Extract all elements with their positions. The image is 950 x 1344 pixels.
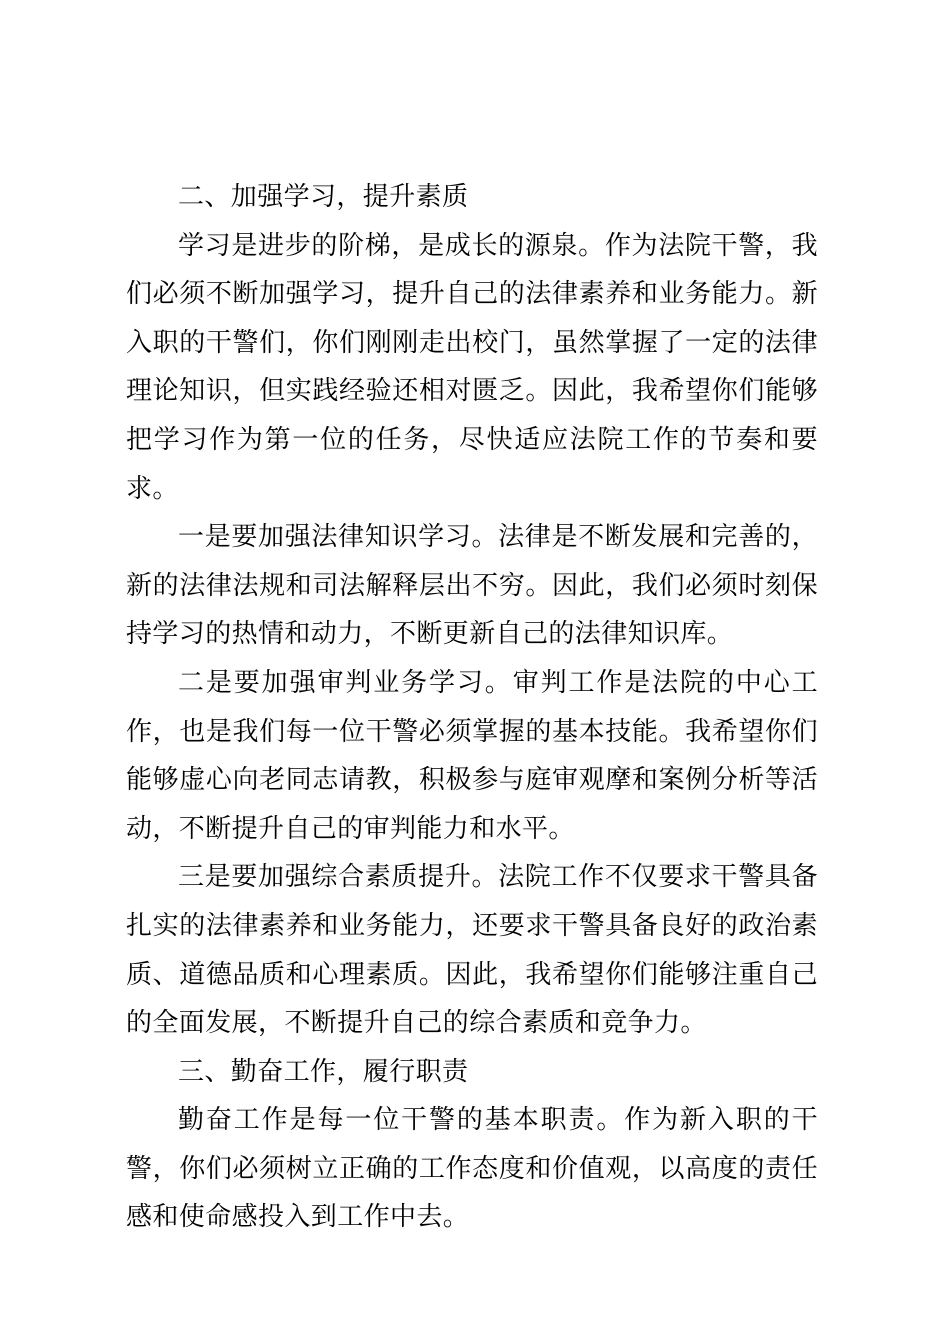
document-body (126, 173, 818, 1242)
section-heading-work: 三、勤奋工作，履行职责 (178, 1056, 469, 1087)
paragraph-law-study: 一是要加强法律知识学习。法律是不断发展和完善的，新的法律法规和司法解释层出不穷。因此，我们必须时刻保持学习的热情和动力，不断更新自己的法律知识库。 (126, 522, 818, 650)
paragraph-work-duty: 勤奋工作是每一位干警的基本职责。作为新入职的干警，你们必须树立正确的工作态度和价值观，以高度的责任感和使命感投入到工作中去。 (126, 1105, 818, 1233)
paragraph-study-intro: 学习是进步的阶梯，是成长的源泉。作为法院干警，我们必须不断加强学习，提升自己的法律素养和业务能力。新入职的干警们，你们刚刚走出校门，虽然掌握了一定的法律理论知识，但实践经验还相对匮乏。因此，我希望你们能够把学习作为第一位的任务，尽快适应法院工作的节奏和要求。 (126, 230, 818, 504)
section-heading-study: 二、加强学习，提升素质 (178, 182, 469, 212)
paragraph-comprehensive-quality: 三是要加强综合素质提升。法院工作不仅要求干警具备扎实的法律素养和业务能力，还要求干警具备良好的政治素质、道德品质和心理素质。因此，我希望你们能够注重自己的全面发展，不断提升自己的综合素质和竞争力。 (126, 862, 818, 1039)
paragraph-trial-study: 二是要加强审判业务学习。审判工作是法院的中心工作，也是我们每一位干警必须掌握的基本技能。我希望你们能够虚心向老同志请教，积极参与庭审观摩和案例分析等活动，不断提升自己的审判能力和水平。 (126, 667, 818, 844)
